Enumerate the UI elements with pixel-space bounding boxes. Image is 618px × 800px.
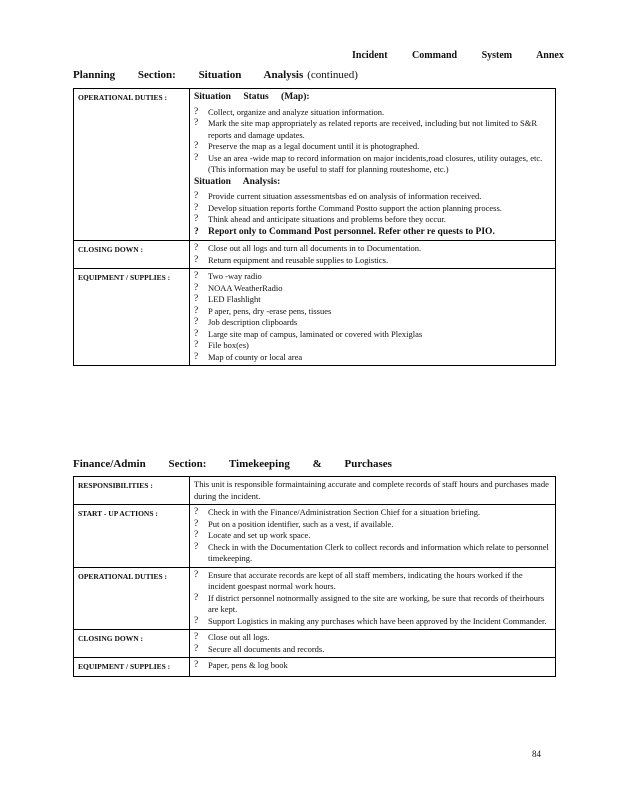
planning-table — [73, 88, 556, 366]
bullet-icon: ? — [194, 118, 199, 128]
list-item — [194, 141, 551, 153]
list-item — [194, 306, 551, 318]
list-item-text: Map of county or local area — [208, 351, 303, 362]
table-row — [74, 567, 555, 630]
table-row — [74, 504, 555, 567]
row-label: START - UP ACTIONS : — [74, 505, 190, 567]
planning-section-title — [73, 69, 358, 81]
row-label: EQUIPMENT / SUPPLIES : — [74, 269, 190, 365]
list-item-text: Report only to Command Post personnel. Refer other re quests to PIO. — [208, 226, 495, 237]
list-item — [194, 226, 551, 239]
bullet-icon: ? — [194, 530, 199, 540]
bullet-icon: ? — [194, 191, 199, 201]
list-item — [194, 243, 551, 255]
list-item — [194, 107, 551, 119]
list-item — [194, 283, 551, 295]
list-item — [194, 542, 551, 565]
list-item — [194, 271, 551, 283]
bullet-icon: ? — [194, 226, 199, 237]
bullet-icon: ? — [194, 328, 199, 339]
paragraph: This unit is responsible formaintaining accurate and complete records of staff hours and purchases made during the incident. — [194, 479, 549, 501]
row-label: EQUIPMENT / SUPPLIES : — [74, 658, 190, 676]
bullet-icon: ? — [194, 632, 199, 642]
planning-subtitle: (continued) — [307, 69, 358, 81]
list-item-text: Job description clipboards — [208, 317, 298, 327]
list-item — [194, 340, 551, 352]
list-item — [194, 660, 551, 672]
list-item — [194, 191, 551, 203]
list-item — [194, 519, 551, 531]
page-number: 84 — [532, 749, 541, 759]
list-item — [194, 593, 551, 616]
list-item-text: Think ahead and anticipate situations and problems before they occur. — [208, 214, 446, 224]
bullet-icon: ? — [194, 569, 199, 580]
row-label: CLOSING DOWN : — [74, 630, 190, 657]
bullet-icon: ? — [194, 141, 199, 151]
list-item-text: Check in with the Finance/Administration Section Chief for a situation briefing. — [208, 507, 481, 517]
list-item-text: NOAA WeatherRadio — [208, 282, 283, 293]
table-row — [74, 477, 555, 504]
bullet-icon: ? — [194, 518, 199, 529]
list-item-text: P aper, pens, dry -erase pens, tissues — [208, 305, 332, 316]
row-content — [190, 505, 555, 567]
row-label: CLOSING DOWN : — [74, 241, 190, 268]
list-item — [194, 317, 551, 329]
list-item — [194, 255, 551, 267]
row-content — [190, 658, 555, 676]
list-item-text: LED Flashlight — [208, 294, 261, 304]
list-item-text: Preserve the map as a legal document until it is photographed. — [208, 141, 420, 151]
list-item-text: Collect, organize and analyze situation information. — [208, 106, 385, 117]
list-item — [194, 632, 551, 644]
list-item-text: Check in with the Documentation Clerk to collect records and information which relate to personnel timekeeping. — [208, 541, 549, 563]
table-row — [74, 629, 555, 657]
list-item — [194, 329, 551, 341]
list-item-text: Provide current situation assessmentsbas ed on analysis of information received. — [208, 191, 482, 201]
list-item — [194, 570, 551, 593]
bullet-icon: ? — [194, 305, 199, 316]
list-item-text: Return equipment and reusable supplies to Logistics. — [208, 254, 389, 265]
list-item-text: Large site map of campus, laminated or covered with Plexiglas — [208, 328, 423, 339]
list-item-text: Close out all logs. — [208, 632, 270, 642]
list-item-text: Mark the site map appropriately as related reports are received, including but not limited to S&R reports and damage updates. — [208, 118, 538, 140]
list-item-text: Put on a position identifier, such as a vest, if available. — [208, 518, 394, 529]
row-label: OPERATIONAL DUTIES : — [74, 89, 190, 240]
subsection-heading: Situation Analysis: — [194, 176, 281, 187]
list-item-text: If district personnel notnormally assigned to the site are working, be sure that records of theirhours are kept. — [208, 592, 545, 614]
list-item — [194, 352, 551, 364]
bullet-icon: ? — [194, 214, 199, 224]
list-item — [194, 644, 551, 656]
bullet-icon: ? — [194, 294, 199, 304]
table-row — [74, 657, 555, 676]
row-content — [190, 630, 555, 657]
bullet-icon: ? — [194, 541, 199, 552]
list-item-text: Two -way radio — [208, 271, 262, 281]
bullet-icon: ? — [194, 615, 199, 626]
bullet-icon: ? — [194, 152, 199, 163]
table-row — [74, 240, 555, 268]
list-item — [194, 507, 551, 519]
list-item — [194, 203, 551, 215]
bullet-icon: ? — [194, 254, 199, 265]
list-item-text: Secure all documents and records. — [208, 643, 325, 654]
bullet-icon: ? — [194, 340, 199, 350]
bullet-icon: ? — [194, 243, 199, 253]
list-item — [194, 153, 551, 176]
row-content — [190, 89, 555, 240]
row-content — [190, 241, 555, 268]
planning-title-text: Planning Section: Situation Analysis — [73, 69, 304, 81]
list-item-text: Locate and set up work space. — [208, 530, 311, 540]
bullet-icon: ? — [194, 643, 199, 654]
row-content — [190, 477, 555, 504]
bullet-icon: ? — [194, 282, 199, 293]
list-item — [194, 616, 551, 628]
list-item-text: Support Logistics in making any purchases which have been approved by the Incident Commander. — [208, 615, 547, 626]
bullet-icon: ? — [194, 660, 199, 670]
bullet-icon: ? — [194, 106, 199, 117]
bullet-icon: ? — [194, 317, 199, 327]
finance-title-text: Finance/Admin Section: Timekeeping & Purchases — [73, 458, 392, 470]
bullet-icon: ? — [194, 202, 199, 213]
bullet-icon: ? — [194, 507, 199, 517]
list-item-text: Use an area -wide map to record information on major incidents,road closures, utility outages, etc. (This information may be useful to staff for planning routeshome, etc.) — [208, 152, 543, 174]
list-item — [194, 118, 551, 141]
list-item-text: Ensure that accurate records are kept of all staff members, indicating the hours worked if the incident goespast normal work hours. — [208, 569, 523, 591]
finance-table — [73, 476, 556, 677]
list-item-text: Develop situation reports forthe Command Postto support the action planning process. — [208, 202, 502, 213]
list-item — [194, 214, 551, 226]
row-content — [190, 269, 555, 365]
list-item-text: Paper, pens & log book — [208, 660, 288, 670]
row-label: RESPONSIBILITIES : — [74, 477, 190, 504]
list-item — [194, 530, 551, 542]
bullet-icon: ? — [194, 351, 199, 362]
bullet-icon: ? — [194, 592, 199, 603]
list-item-text: Close out all logs and turn all documents in to Documentation. — [208, 243, 422, 253]
row-label: OPERATIONAL DUTIES : — [74, 568, 190, 630]
page-header: Incident Command System Annex — [352, 50, 564, 61]
list-item — [194, 294, 551, 306]
list-item-text: File box(es) — [208, 340, 249, 350]
finance-section-title — [73, 458, 392, 470]
row-content — [190, 568, 555, 630]
subsection-heading: Situation Status (Map): — [194, 92, 310, 102]
bullet-icon: ? — [194, 271, 199, 281]
table-row — [74, 268, 555, 365]
table-row — [74, 89, 555, 240]
